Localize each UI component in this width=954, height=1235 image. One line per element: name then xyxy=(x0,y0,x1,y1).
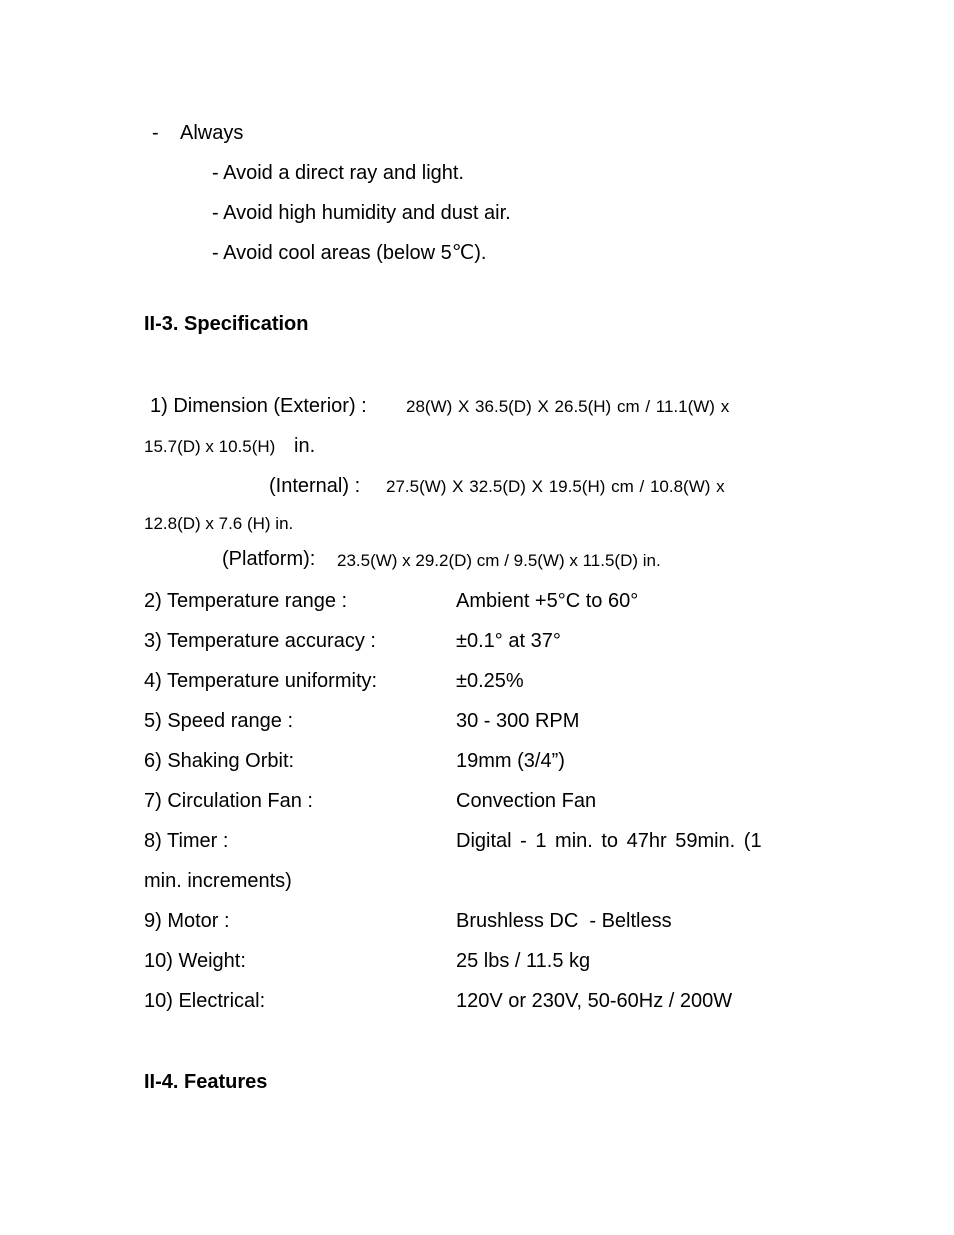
spec-value: 30 - 300 RPM xyxy=(456,710,580,732)
storage-item: - Avoid cool areas (below 5℃). xyxy=(212,242,487,264)
list-bullet: - xyxy=(152,122,159,144)
spec-value-continuation: min. increments) xyxy=(144,870,292,892)
spec-label: 10) Weight: xyxy=(144,950,246,972)
storage-item: - Avoid high humidity and dust air. xyxy=(212,202,511,224)
spec-value: Convection Fan xyxy=(456,790,597,812)
spec-value: Brushless DC - Beltless xyxy=(456,910,672,932)
section-heading-features: II-4. Features xyxy=(144,1071,268,1093)
spec-label: 10) Electrical: xyxy=(144,990,266,1012)
dimension-internal-value-cont: 12.8(D) x 7.6 (H) in. xyxy=(144,514,294,533)
spec-label: 6) Shaking Orbit: xyxy=(144,750,295,772)
spec-value: 25 lbs / 11.5 kg xyxy=(456,950,591,972)
spec-label: 4) Temperature uniformity: xyxy=(144,670,378,692)
spec-value: 19mm (3/4”) xyxy=(456,750,565,772)
spec-label: 2) Temperature range : xyxy=(144,590,348,612)
dimension-exterior-label: 1) Dimension (Exterior) : xyxy=(150,395,367,417)
spec-label: 3) Temperature accuracy : xyxy=(144,630,376,652)
dimension-platform-label: (Platform): xyxy=(222,548,316,570)
spec-label: 5) Speed range : xyxy=(144,710,293,732)
spec-value: 120V or 230V, 50-60Hz / 200W xyxy=(456,990,733,1012)
dimension-exterior-unit: in. xyxy=(294,435,316,457)
spec-value: Digital - 1 min. to 47hr 59min. (1 xyxy=(456,830,762,852)
dimension-internal-label: (Internal) : xyxy=(269,475,361,497)
spec-label: 8) Timer : xyxy=(144,830,229,852)
storage-title: Always xyxy=(180,122,244,144)
dimension-platform-value: 23.5(W) x 29.2(D) cm / 9.5(W) x 11.5(D) in. xyxy=(337,551,661,570)
dimension-exterior-value: 28(W) X 36.5(D) X 26.5(H) cm / 11.1(W) x xyxy=(406,397,730,416)
spec-value: ±0.1° at 37° xyxy=(456,630,561,652)
storage-item: - Avoid a direct ray and light. xyxy=(212,162,464,184)
dimension-internal-value: 27.5(W) X 32.5(D) X 19.5(H) cm / 10.8(W) x xyxy=(386,477,725,496)
spec-value: ±0.25% xyxy=(456,670,524,692)
spec-value: Ambient +5°C to 60° xyxy=(456,590,639,612)
section-heading-specification: II-3. Specification xyxy=(144,313,309,335)
spec-label: 9) Motor : xyxy=(144,910,230,932)
dimension-exterior-value-cont: 15.7(D) x 10.5(H) xyxy=(144,437,276,456)
spec-label: 7) Circulation Fan : xyxy=(144,790,313,812)
